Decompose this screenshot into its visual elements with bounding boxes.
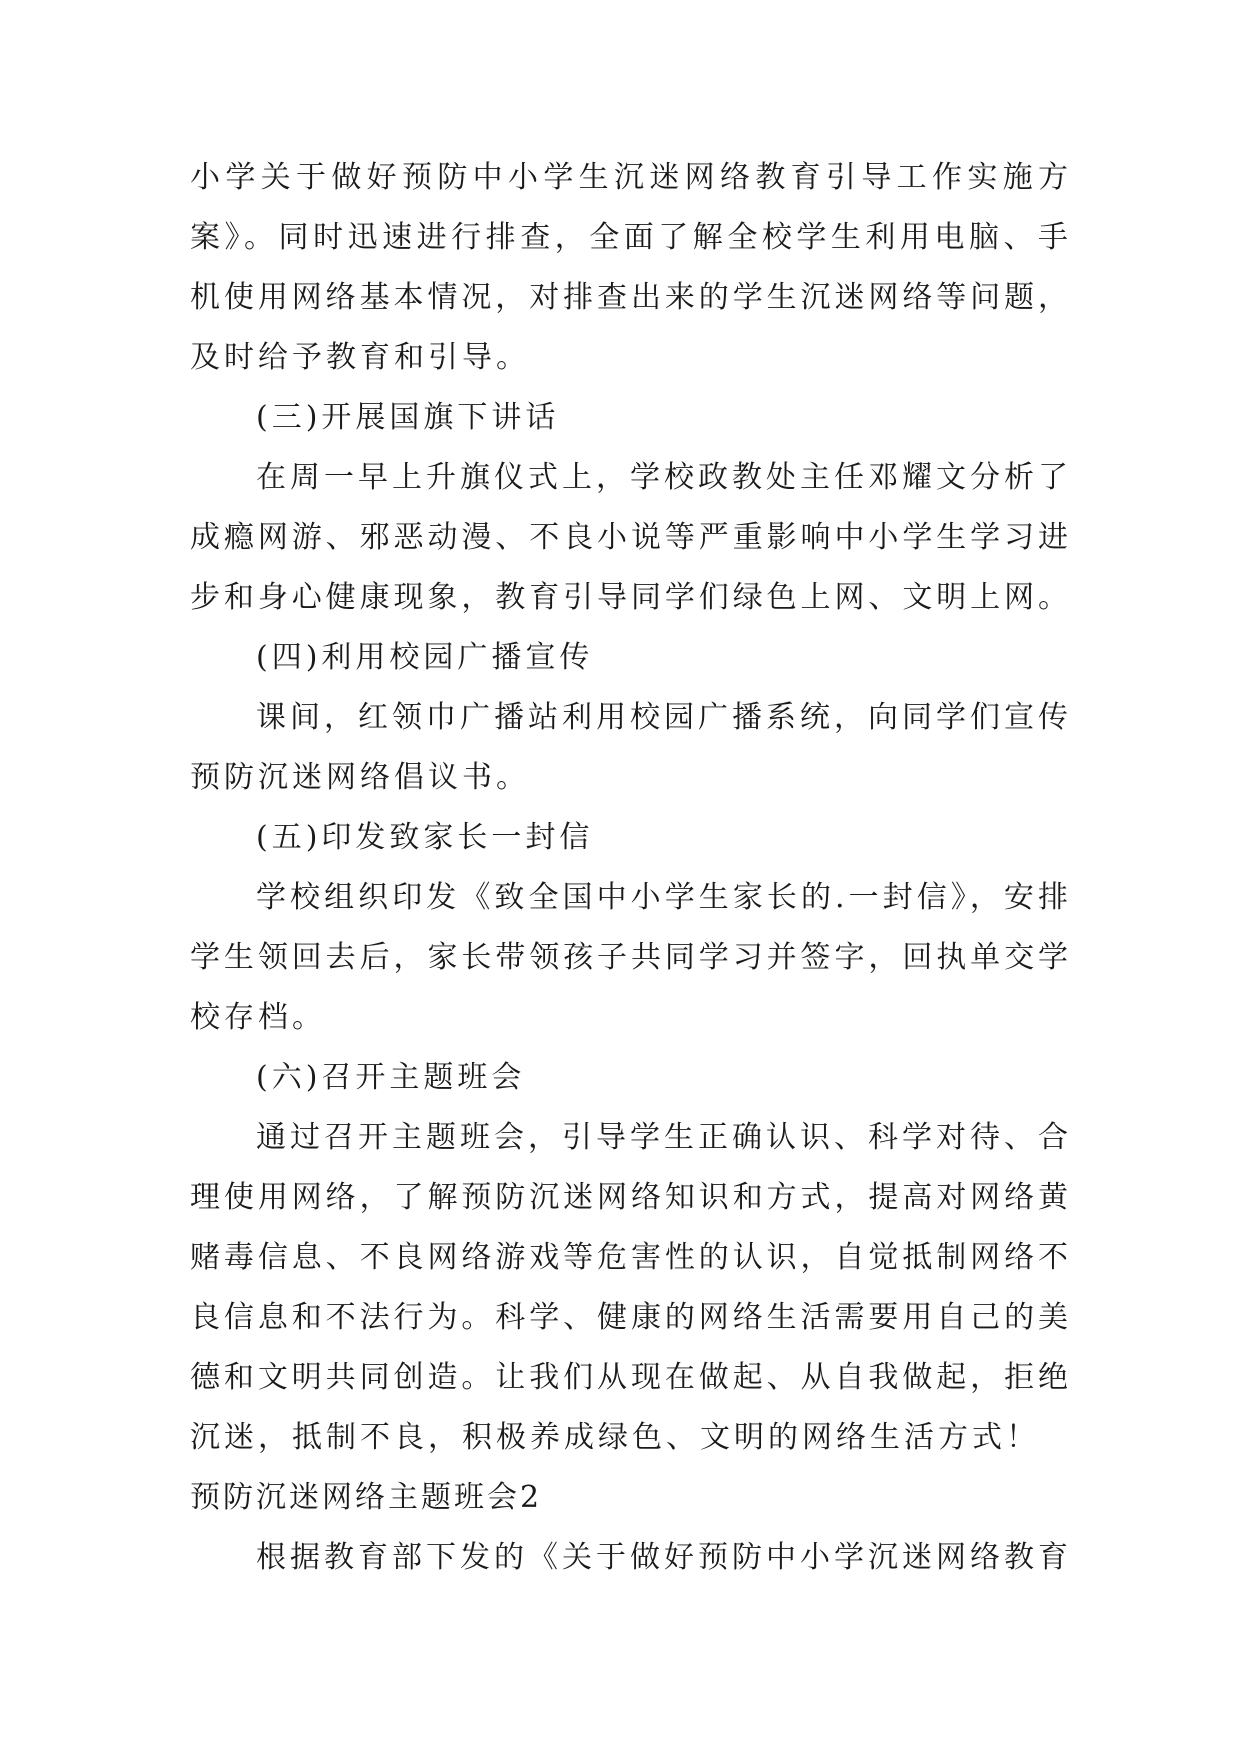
- text-line: 在周一早上升旗仪式上，学校政教处主任邓耀文分析了: [256, 460, 1070, 495]
- text-line: 通过召开主题班会，引导学生正确认识、科学对待、合: [256, 1120, 1070, 1155]
- text-line: 小学关于做好预防中小学生沉迷网络教育引导工作实施方: [190, 160, 1070, 195]
- section-heading: (六)召开主题班会: [256, 1060, 526, 1095]
- text-line: 成瘾网游、邪恶动漫、不良小说等严重影响中小学生学习进: [190, 520, 1070, 555]
- section-heading: (五)印发致家长一封信: [256, 820, 594, 855]
- text-line: 案》。同时迅速进行排查，全面了解全校学生利用电脑、手: [190, 220, 1070, 255]
- text-line: 根据教育部下发的《关于做好预防中小学沉迷网络教育: [256, 1540, 1070, 1575]
- text-line: 预防沉迷网络倡议书。: [190, 760, 530, 795]
- text-line: 学校组织印发《致全国中小学生家长的.一封信》，安排: [256, 880, 1070, 915]
- text-line: 及时给予教育和引导。: [190, 340, 530, 375]
- text-line: 良信息和不法行为。科学、健康的网络生活需要用自己的美: [190, 1300, 1070, 1335]
- text-line: 赌毒信息、不良网络游戏等危害性的认识，自觉抵制网络不: [190, 1240, 1070, 1275]
- section-heading: (三)开展国旗下讲话: [256, 400, 560, 435]
- text-line: 学生领回去后，家长带领孩子共同学习并签字，回执单交学: [190, 940, 1070, 975]
- text-line: 步和身心健康现象，教育引导同学们绿色上网、文明上网。: [190, 580, 1070, 615]
- text-line: 课间，红领巾广播站利用校园广播系统，向同学们宣传: [256, 700, 1070, 735]
- text-line: 校存档。: [190, 1000, 326, 1035]
- text-line: 沉迷，抵制不良，积极养成绿色、文明的网络生活方式！: [190, 1420, 1040, 1455]
- text-line: 德和文明共同创造。让我们从现在做起、从自我做起，拒绝: [190, 1360, 1070, 1395]
- document-title: 预防沉迷网络主题班会2: [190, 1480, 543, 1515]
- section-heading: (四)利用校园广播宣传: [256, 640, 594, 675]
- document-body: [190, 148, 1070, 1588]
- text-line: 机使用网络基本情况，对排查出来的学生沉迷网络等问题，: [190, 280, 1070, 315]
- text-line: 理使用网络，了解预防沉迷网络知识和方式，提高对网络黄: [190, 1180, 1070, 1215]
